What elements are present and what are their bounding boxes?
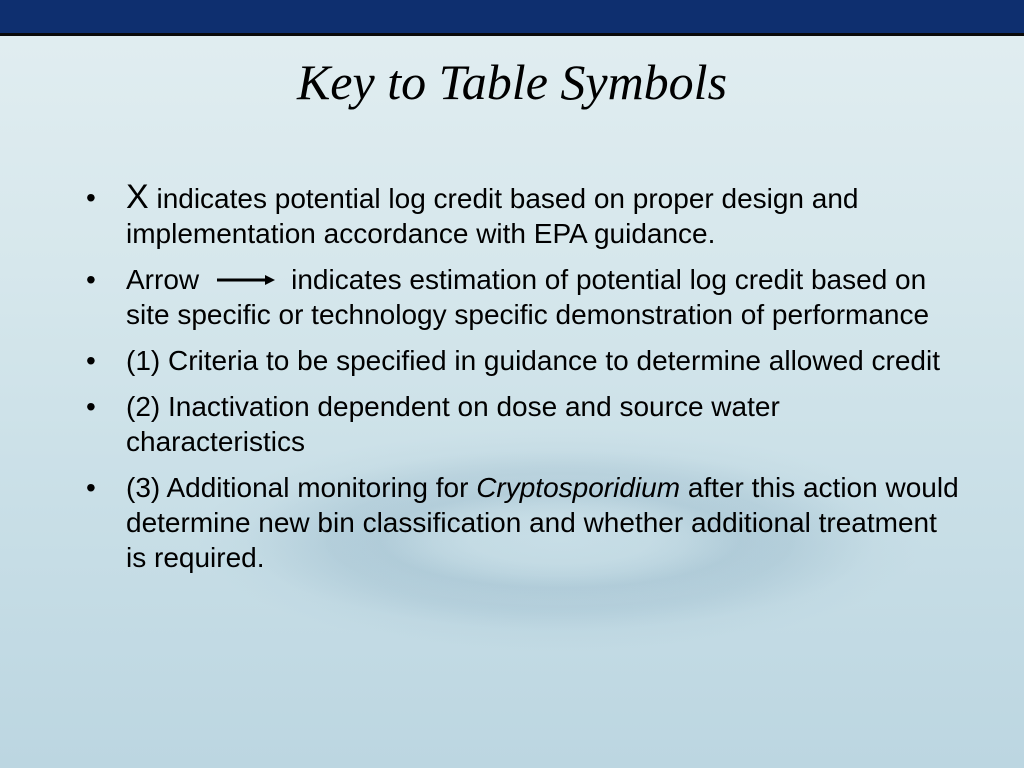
bullet-dot: • [86,182,96,213]
bullet-prefix: (3) Additional monitoring for [126,472,477,503]
bullet-dot: • [86,345,96,376]
bullet-text: (2) Inactivation dependent on dose and source water characteristics [126,391,780,457]
slide-title: Key to Table Symbols [296,54,728,110]
bullet-dot: • [86,391,96,422]
italic-term: Cryptosporidium [476,472,681,503]
right-arrow-icon [215,273,277,287]
bullet-text: indicates estimation of potential log credit based on site specific or technology specific demonstration of performance [126,264,930,330]
bullet-text: (1) Criteria to be specified in guidance to determine allowed credit [126,345,940,376]
x-symbol: X [126,178,149,216]
bullet-dot: • [86,472,96,503]
bullet-item-monitoring [80,470,960,575]
bullet-text: indicates potential log credit based on proper design and implementation accordance with EPA guidance. [126,183,859,249]
header-bar [0,0,1024,36]
bullet-item-x-symbol [80,180,960,251]
bullet-item-inactivation [80,389,960,459]
bullet-item-arrow [80,262,960,332]
bullet-suffix: after this action would determine new bin classification and whether additional treatment is required. [126,472,959,573]
bullet-prefix: Arrow [126,264,200,295]
bullet-item-criteria [80,343,960,378]
bullet-list [80,180,960,586]
bullet-dot: • [86,264,96,295]
